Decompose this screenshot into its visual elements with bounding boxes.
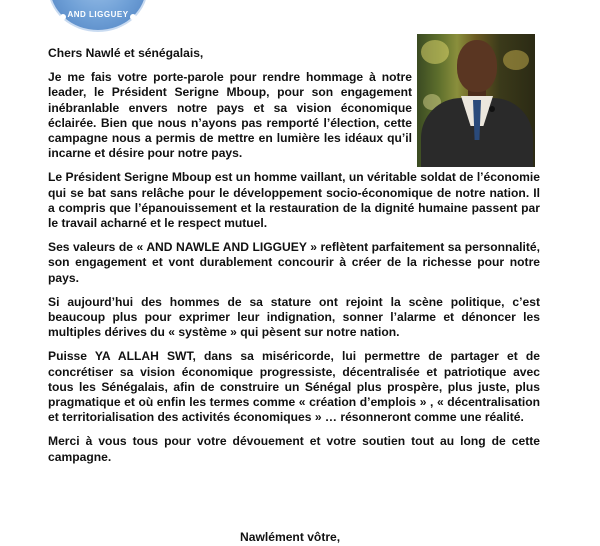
letter-greeting: Chers Nawlé et sénégalais, <box>48 46 204 60</box>
letter-paragraph: Ses valeurs de « AND NAWLE AND LIGGUEY » reflètent parfaitement sa personnalité, son engagement et vont durablement concourir à créer de la richesse pour notre pays. <box>48 240 540 285</box>
logo-star-right-icon <box>130 14 136 20</box>
letter-paragraph: Si aujourd’hui des hommes de sa stature ont rejoint la scène politique, c’est beaucoup plus pour exprimer leur indignation, sonner l’alarme et dénoncer les multiples dérives du « système » qui pèsent sur notre nation. <box>48 294 540 340</box>
letter-paragraph: Je me fais votre porte-parole pour rendre hommage à notre leader, le Président Serigne Mboup, pour son engagement inébranlable envers notre pays et sa vision économique éclairée. Bien que nous n’ayons pas remporté l’élection, cette campagne nous a permis de mettre en lumière les idéaux qu’il incarne et désire pour notre pays. <box>48 70 412 161</box>
logo-text: AND LIGGUEY <box>67 10 129 19</box>
party-logo <box>48 0 148 32</box>
letter-paragraph: Le Président Serigne Mboup est un homme vaillant, un véritable soldat de l’économie qui se bat sans relâche pour le développement socio-économique de notre nation. Il a compris que l’épanouissement et la restauration de la dignité humaine passent par le travail acharné et le respect mutuel. <box>48 170 540 231</box>
letter-paragraph: Merci à vous tous pour votre dévouement et votre soutien tout au long de cette campagne. <box>48 434 540 464</box>
letter-paragraph: Puisse YA ALLAH SWT, dans sa miséricorde, lui permettre de partager et de concrétiser sa vision économique progressiste, décentralisée et patriotique avec tous les Sénégalais, afin de construire un Sénégal plus prospère, plus juste, plus pragmatique et où enfin les termes comme « création d’emplois » , « décentralisation et territorialisation des activités économiques » … résonneront comme une réalité. <box>48 349 540 425</box>
letter-signoff: Nawlément vôtre, <box>240 530 341 544</box>
letter-body <box>48 46 540 474</box>
